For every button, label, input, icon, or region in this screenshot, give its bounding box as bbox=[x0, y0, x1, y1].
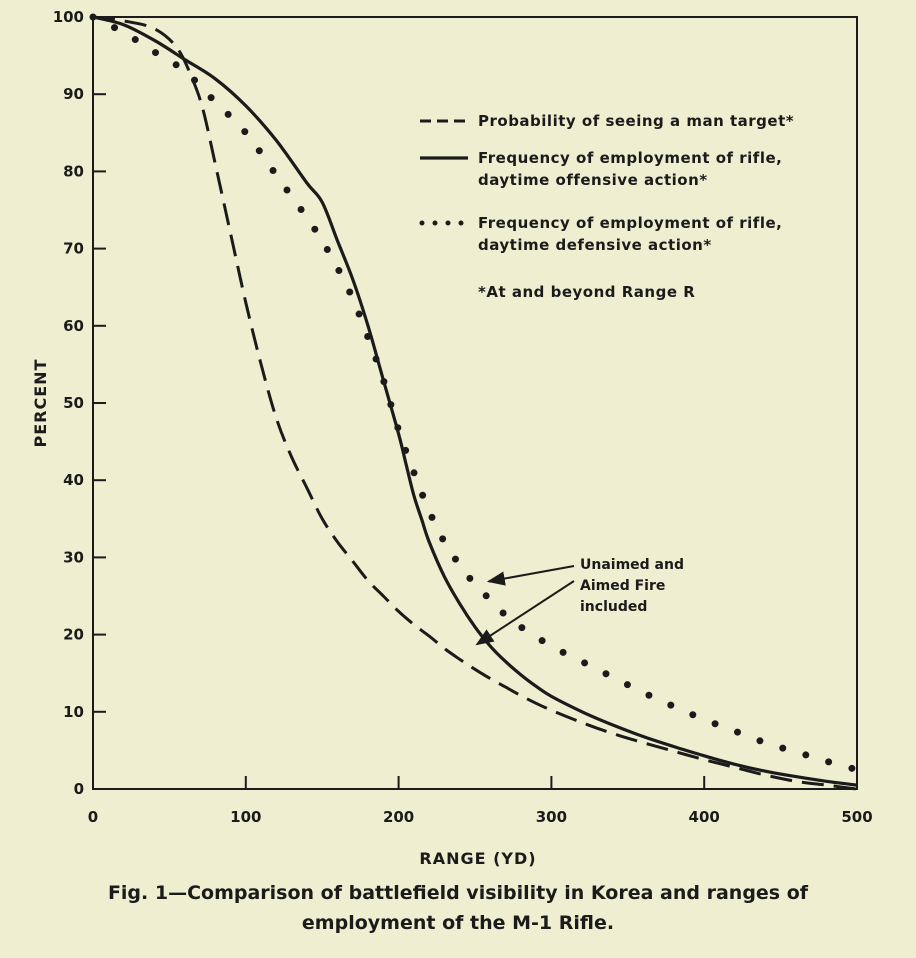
x-tick-label: 100 bbox=[230, 808, 262, 826]
x-tick-label: 200 bbox=[382, 808, 415, 826]
y-tick-label: 40 bbox=[63, 471, 84, 490]
y-tick-label: 100 bbox=[52, 8, 84, 26]
axis-ticks bbox=[53, 8, 873, 826]
legend-label: Frequency of employment of rifle, bbox=[478, 214, 783, 232]
caption-line-2: employment of the M-1 Rifle. bbox=[301, 912, 615, 934]
annotation bbox=[477, 557, 684, 644]
y-tick-label: 80 bbox=[63, 162, 84, 181]
legend-label: Probability of seeing a man target* bbox=[478, 112, 795, 130]
y-tick-label: 10 bbox=[63, 702, 84, 721]
plot-frame bbox=[93, 17, 857, 789]
caption-line-1: Fig. 1—Comparison of battlefield visibility in Korea and ranges of bbox=[107, 882, 809, 904]
y-axis-title: PERCENT bbox=[31, 358, 50, 448]
legend-label: Frequency of employment of rifle, bbox=[478, 149, 783, 167]
series-line-dashed bbox=[93, 17, 857, 789]
y-tick-label: 30 bbox=[63, 548, 84, 567]
x-tick-label: 500 bbox=[841, 808, 873, 826]
annotation-text: included bbox=[580, 599, 648, 615]
legend bbox=[420, 112, 794, 301]
legend-label: daytime offensive action* bbox=[478, 171, 708, 189]
y-tick-label: 20 bbox=[63, 625, 84, 644]
annotation-text: Unaimed and bbox=[580, 557, 684, 573]
y-tick-label: 0 bbox=[73, 780, 84, 798]
legend-note: *At and beyond Range R bbox=[478, 283, 696, 301]
annotation-arrow bbox=[477, 581, 574, 644]
y-tick-label: 50 bbox=[63, 394, 84, 412]
annotation-arrow bbox=[489, 566, 574, 581]
x-tick-label: 0 bbox=[87, 808, 99, 826]
x-tick-label: 400 bbox=[688, 808, 720, 826]
figure-caption bbox=[0, 878, 916, 938]
series-layer bbox=[93, 17, 857, 789]
annotation-text: Aimed Fire bbox=[580, 578, 666, 594]
y-tick-label: 90 bbox=[63, 85, 84, 104]
y-tick-label: 60 bbox=[63, 316, 84, 335]
x-axis-title: RANGE (YD) bbox=[419, 849, 537, 868]
legend-label: daytime defensive action* bbox=[478, 236, 712, 254]
y-tick-label: 70 bbox=[63, 239, 84, 258]
x-tick-label: 300 bbox=[535, 808, 568, 826]
